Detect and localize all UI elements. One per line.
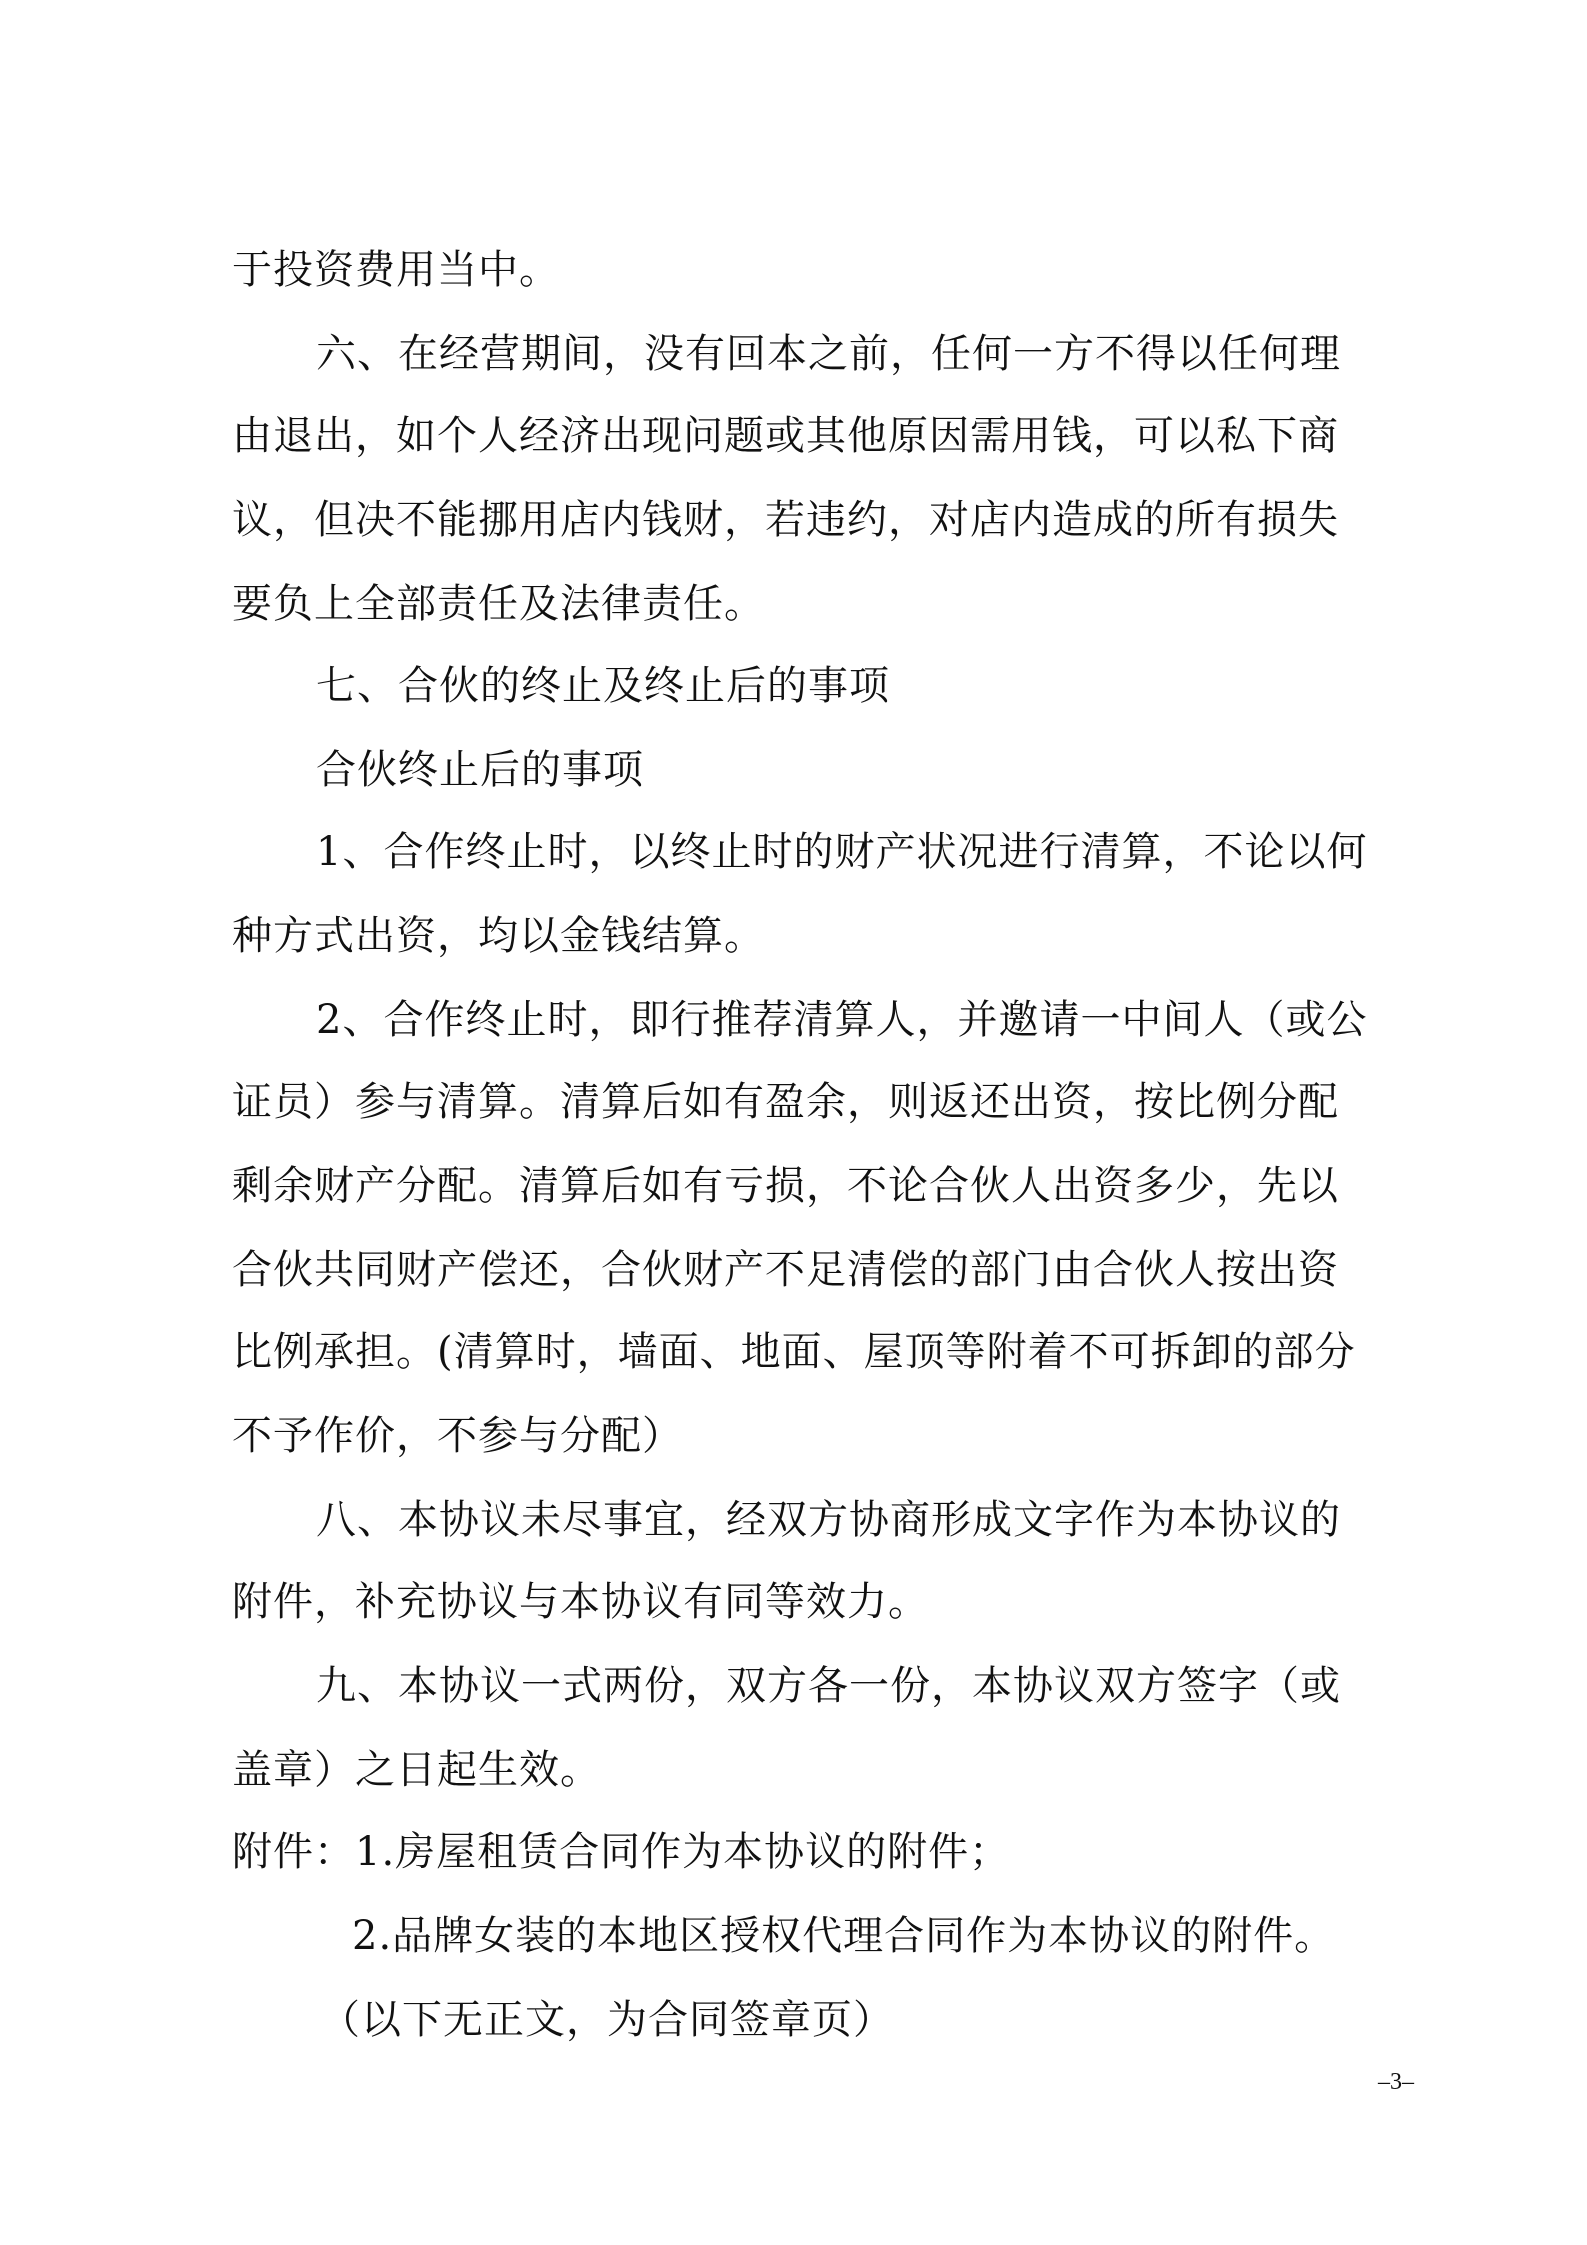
text-line: 种方式出资，均以金钱结算。 bbox=[232, 913, 765, 959]
text-line: 盖章）之日起生效。 bbox=[232, 1747, 601, 1793]
closing-note: （以下无正文，为合同签章页） bbox=[320, 1997, 894, 2043]
clause-seven-heading: 七、合伙的终止及终止后的事项 bbox=[316, 663, 890, 709]
text-line: 要负上全部责任及法律责任。 bbox=[232, 581, 765, 627]
text-line: 附件，补充协议与本协议有同等效力。 bbox=[232, 1579, 929, 1625]
text-line: 于投资费用当中。 bbox=[232, 247, 560, 293]
item-one-line: 1、合作终止时，以终止时的财产状况进行清算，不论以何 bbox=[316, 829, 1368, 875]
clause-nine-line: 九、本协议一式两份，双方各一份，本协议双方签字（或 bbox=[316, 1663, 1341, 1709]
text-line: 证员）参与清算。清算后如有盈余，则返还出资，按比例分配 bbox=[232, 1079, 1339, 1125]
attachment-two-line: 2.品牌女装的本地区授权代理合同作为本协议的附件。 bbox=[352, 1913, 1336, 1959]
page-number: –3– bbox=[1378, 2069, 1414, 2095]
subheading: 合伙终止后的事项 bbox=[316, 747, 644, 793]
text-line: 不予作价，不参与分配） bbox=[232, 1413, 683, 1459]
text-line: 议，但决不能挪用店内钱财，若违约，对店内造成的所有损失 bbox=[232, 497, 1339, 543]
clause-six-line: 六、在经营期间，没有回本之前，任何一方不得以任何理 bbox=[316, 331, 1341, 377]
clause-eight-line: 八、本协议未尽事宜，经双方协商形成文字作为本协议的 bbox=[316, 1497, 1341, 1543]
text-line: 剩余财产分配。清算后如有亏损，不论合伙人出资多少，先以 bbox=[232, 1163, 1339, 1209]
text-line: 合伙共同财产偿还，合伙财产不足清偿的部门由合伙人按出资 bbox=[232, 1247, 1339, 1293]
item-two-line: 2、合作终止时，即行推荐清算人，并邀请一中间人（或公 bbox=[316, 997, 1368, 1043]
attachment-one-line: 附件：1.房屋租赁合同作为本协议的附件； bbox=[232, 1829, 1011, 1875]
text-line: 由退出，如个人经济出现问题或其他原因需用钱，可以私下商 bbox=[232, 413, 1339, 459]
text-line: 比例承担。(清算时，墙面、地面、屋顶等附着不可拆卸的部分 bbox=[232, 1329, 1356, 1375]
